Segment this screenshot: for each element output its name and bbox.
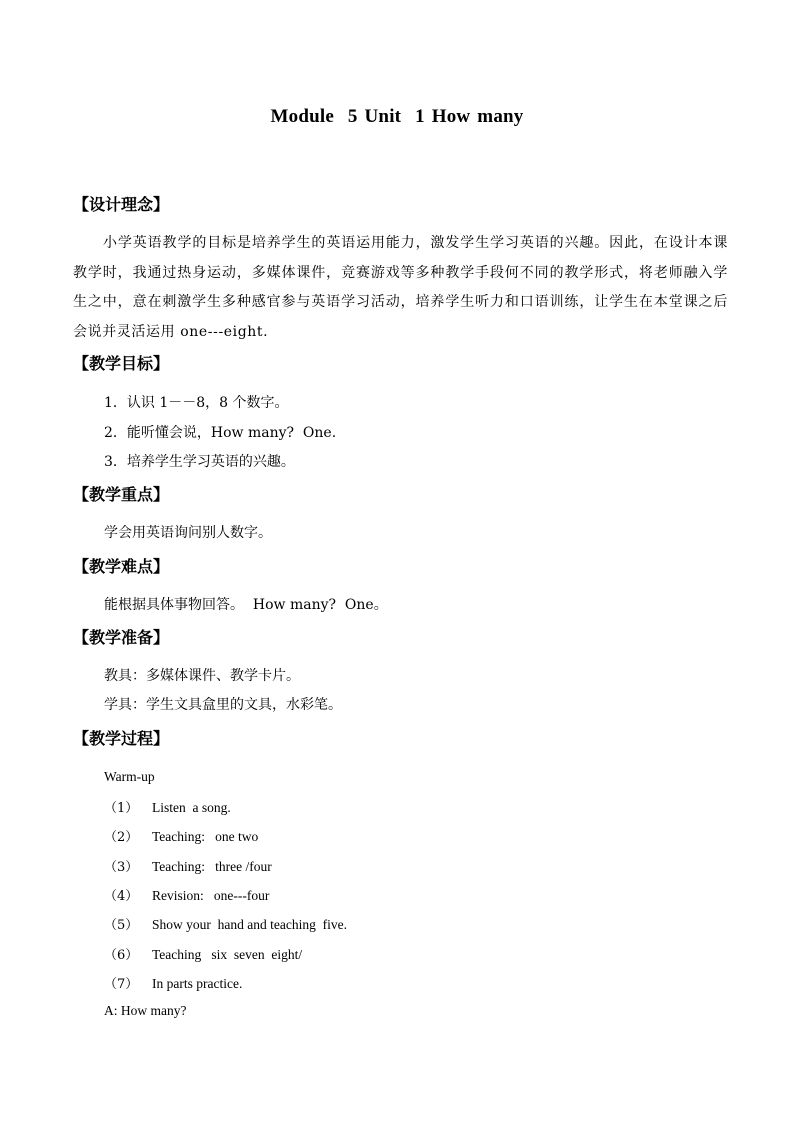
step-text: In parts practice. bbox=[152, 976, 243, 991]
heading-teaching-process: 【教学过程】 bbox=[73, 729, 170, 748]
key-points-text: 学会用英语询问别人数字。 bbox=[104, 525, 272, 541]
step-text: Revision: one---four bbox=[152, 888, 270, 903]
step-text: Teaching: three /four bbox=[152, 859, 272, 874]
process-step bbox=[104, 856, 272, 875]
difficulties-text: 能根据具体事物回答。 How many? One。 bbox=[104, 597, 388, 613]
goal-item-1: 1．认识 1－－8，8 个数字。 bbox=[104, 395, 289, 411]
step-text: Listen a song. bbox=[152, 800, 231, 815]
prep-teacher-tools: 教具：多媒体课件、教学卡片。 bbox=[104, 668, 300, 684]
step-number: （5） bbox=[104, 918, 139, 933]
goal-item-3: 3．培养学生学习英语的兴趣。 bbox=[104, 454, 295, 470]
step-number: （6） bbox=[104, 948, 139, 963]
process-step bbox=[104, 973, 242, 992]
design-concept-paragraph: 小学英语教学的目标是培养学生的英语运用能力，激发学生学习英语的兴趣。因此，在设计本课教学时，我通过热身运动，多媒体课件，竞赛游戏等多种教学手段何不同的教学形式，将老师融入学生之中，意在刺激学生多种感官参与英语学习活动，培养学生听力和口语训练，让学生在本堂课之后会说并灵活运用 one---eight. bbox=[73, 235, 728, 340]
step-number: （2） bbox=[104, 830, 139, 845]
goal-item-2: 2．能听懂会说，How many? One. bbox=[104, 425, 337, 441]
heading-design-concept: 【设计理念】 bbox=[73, 195, 170, 214]
step-number: （3） bbox=[104, 860, 139, 875]
step-number: （4） bbox=[104, 889, 139, 904]
dialog-line: A: How many? bbox=[104, 1003, 187, 1018]
process-step bbox=[104, 826, 258, 845]
heading-teaching-goals: 【教学目标】 bbox=[73, 354, 170, 373]
prep-student-tools: 学具：学生文具盒里的文具，水彩笔。 bbox=[104, 697, 342, 713]
heading-teaching-key-points: 【教学重点】 bbox=[73, 485, 170, 504]
process-step bbox=[104, 885, 269, 904]
process-step bbox=[104, 914, 347, 933]
heading-teaching-preparation: 【教学准备】 bbox=[73, 628, 170, 647]
step-text: Show your hand and teaching five. bbox=[152, 917, 347, 932]
warmup-label: Warm-up bbox=[104, 769, 155, 784]
step-number: （7） bbox=[104, 977, 139, 992]
process-step bbox=[104, 944, 302, 963]
step-text: Teaching six seven eight/ bbox=[152, 947, 303, 962]
heading-teaching-difficulties: 【教学难点】 bbox=[73, 557, 170, 576]
step-text: Teaching: one two bbox=[152, 829, 259, 844]
page-title: Module 5 Unit 1 How many bbox=[270, 106, 524, 127]
process-step bbox=[104, 797, 231, 816]
step-number: （1） bbox=[104, 801, 139, 816]
